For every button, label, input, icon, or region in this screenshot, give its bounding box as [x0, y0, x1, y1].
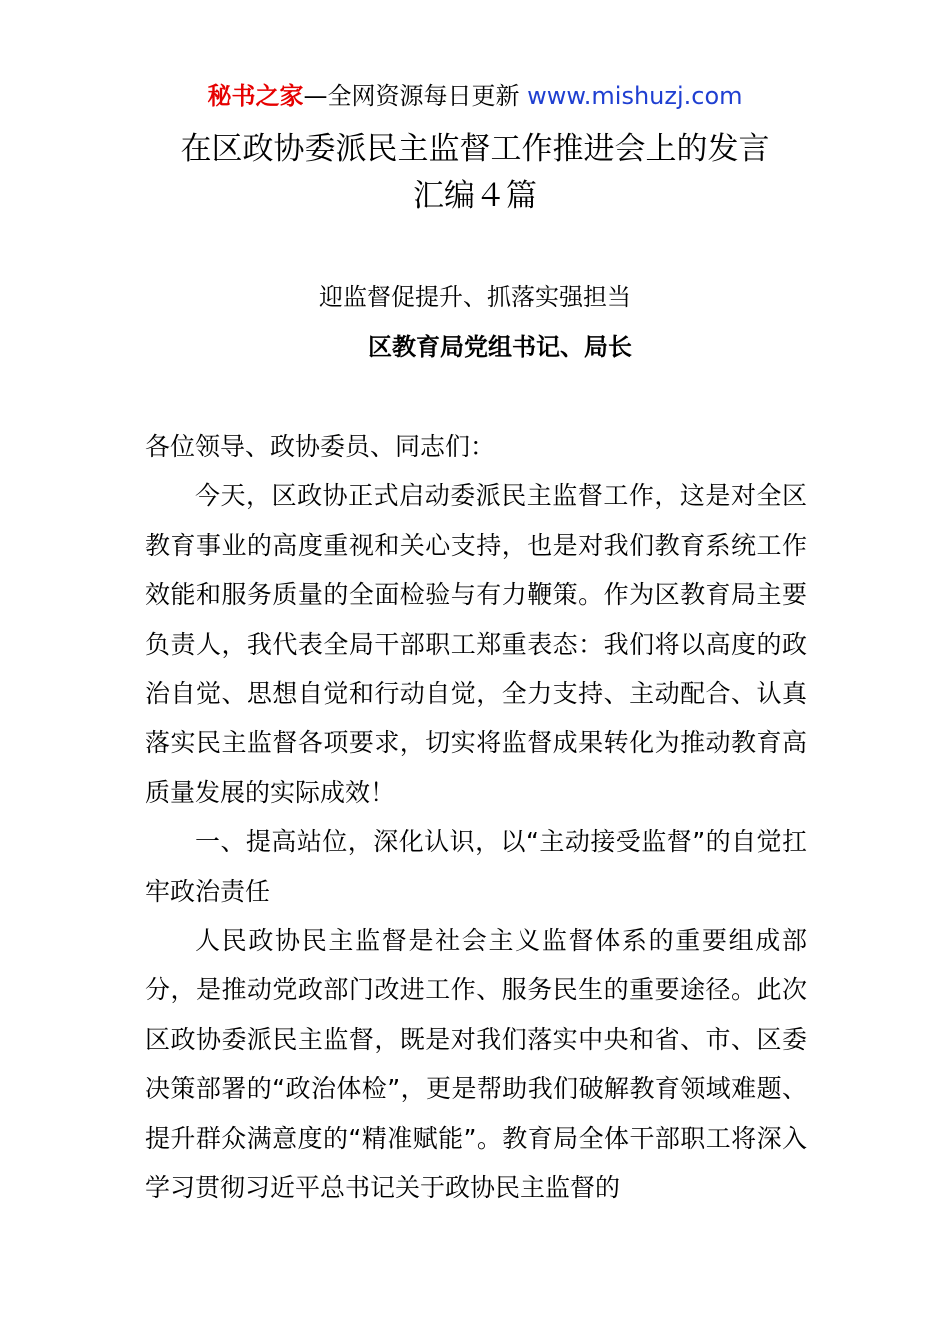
site-url-link[interactable]: www.mishuzj.com — [527, 82, 743, 110]
speaker-title: 区教育局党组书记、局长 — [368, 333, 632, 361]
body-paragraph: 人民政协民主监督是社会主义监督体系的重要组成部分，是推动党政部门改进工作、服务民生的重要途径。此次区政协委派民主监督，既是对我们落实中央和省、市、区委决策部署的“政治体检”，更是帮助我们破解教育领域难题、提升群众满意度的“精准赋能”。教育局全体干部职工将深入学习贯彻习近平总书记关于政协民主监督的 — [145, 926, 807, 1203]
document-title — [0, 126, 950, 220]
title-line-1: 在区政协委派民主监督工作推进会上的发言 — [180, 131, 770, 167]
title-line-2: 汇编４篇 — [413, 178, 537, 214]
header-tagline: —全网资源每日更新 — [303, 82, 528, 110]
body-paragraph: 今天，区政协正式启动委派民主监督工作，这是对全区教育事业的高度重视和关心支持，也是对我们教育系统工作效能和服务质量的全面检验与有力鞭策。作为区教育局主要负责人，我代表全局干部职工郑重表态：我们将以高度的政治自觉、思想自觉和行动自觉，全力支持、主动配合、认真落实民主监督各项要求，切实将监督成果转化为推动教育高质量发展的实际成效！ — [145, 481, 807, 807]
document-body — [145, 422, 807, 1213]
site-header — [0, 78, 950, 114]
brand-name: 秘书之家 — [207, 82, 304, 110]
speech-subtitle: 迎监督促提升、抓落实强担当 — [319, 283, 631, 311]
salutation: 各位领导、政协委员、同志们： — [145, 432, 496, 461]
section-heading: 一、提高站位，深化认识，以“主动接受监督”的自觉扛牢政治责任 — [145, 827, 807, 906]
